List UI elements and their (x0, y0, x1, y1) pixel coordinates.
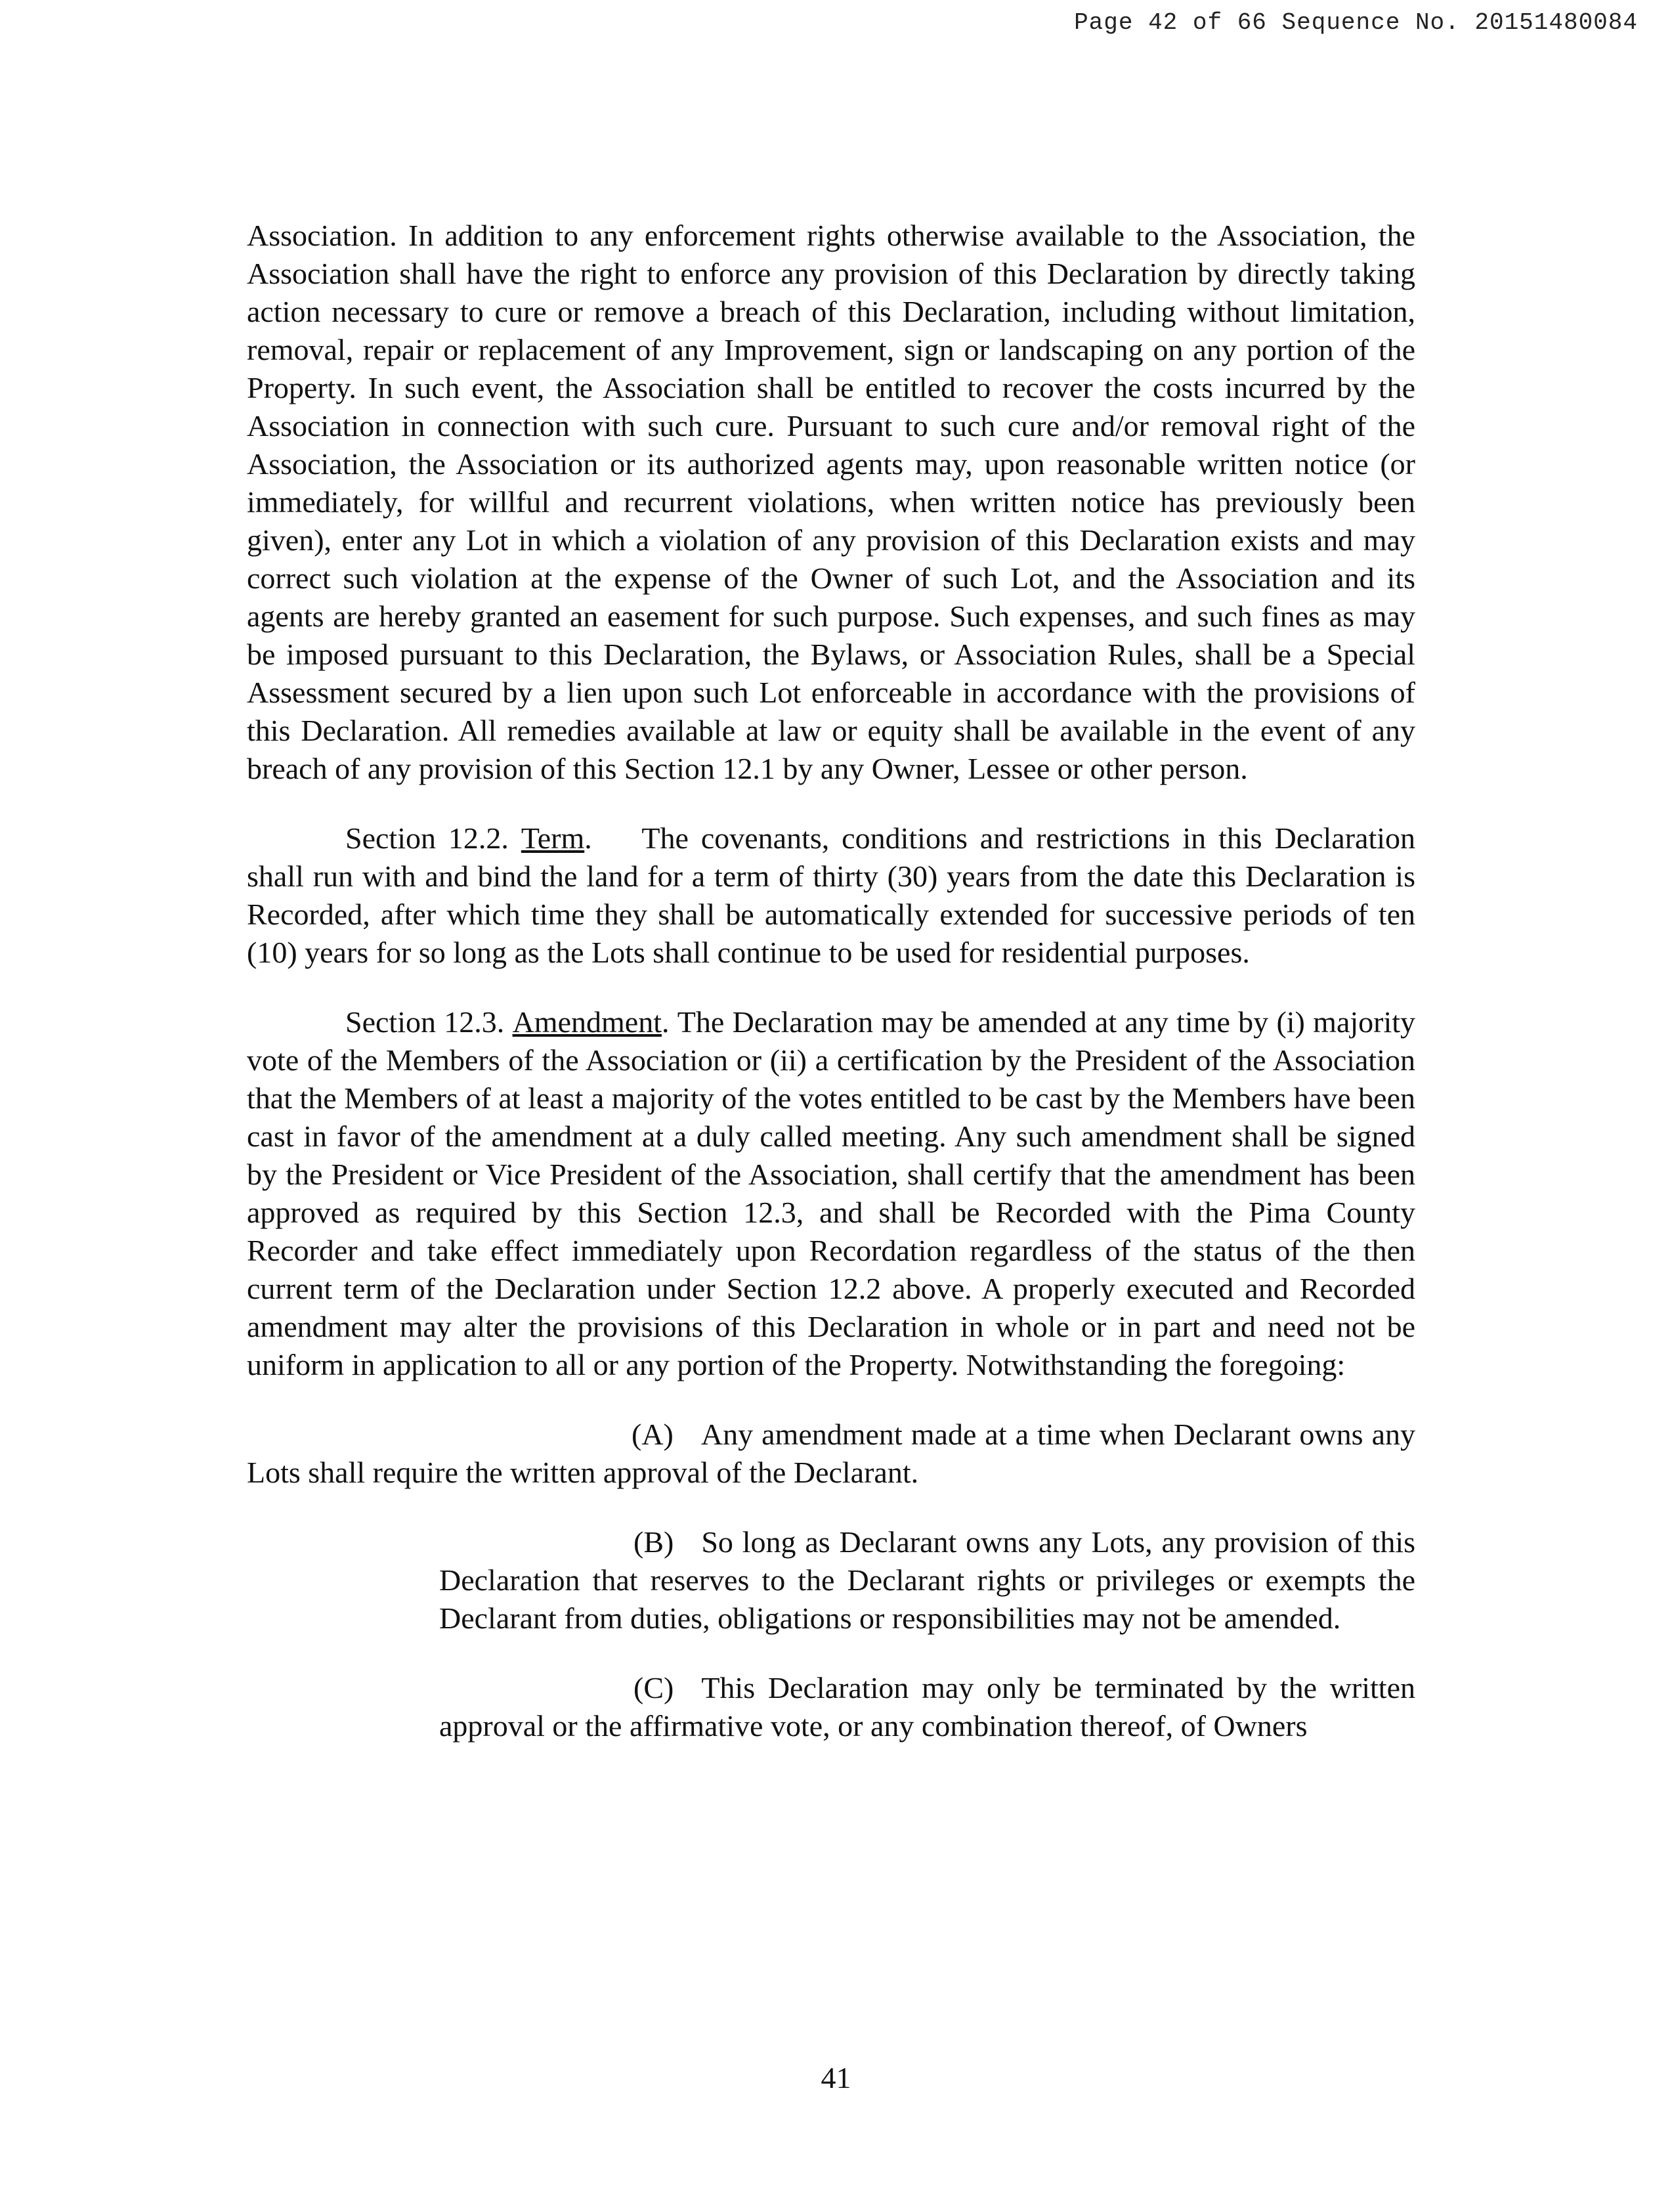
subsection-c (439, 1669, 1415, 1745)
subsection-a-body: Any amendment made at a time when Declarant owns any Lots shall require the written approval of the Declarant. (247, 1418, 1415, 1489)
page-header: Page 42 of 66 Sequence No. 20151480084 (1074, 9, 1638, 36)
subsection-b-letter: (B) (633, 1525, 674, 1559)
section-12-2-body: The covenants, conditions and restrictions in this Declaration shall run with and bind the land for a term of thirty (30) years from the date this Declaration is Recorded, after which time they shall be automatically extended for successive periods of ten (10) years for so long as the Lots shall continue to be used for residential purposes. (247, 821, 1416, 969)
section-12-2: Section 12.2. Term. The covenants, conditions and restrictions in this Declaration shall run with and bind the land for a term of thirty (30) years from the date this Declaration is Recorded, after which time they shall be automatically extended for successive periods of ten (10) years for so long as the Lots shall continue to be used for residential purposes. (247, 821, 1416, 969)
subsection-b-body: So long as Declarant owns any Lots, any provision of this Declaration that reserves to the Declarant rights or privileges or exempts the Declarant from duties, obligations or responsibilities may not be amended. (439, 1525, 1415, 1635)
subsection-a (247, 1416, 1415, 1492)
subsection-b (439, 1523, 1415, 1637)
page-number: 41 (821, 2061, 851, 2094)
section-12-3-label: Section 12.3. (345, 1005, 505, 1039)
document-body (247, 217, 1415, 1777)
section-12-3-body: The Declaration may be amended at any time by (i) majority vote of the Members of the Association or (ii) a certification by the President of the Association that the Members of at least a majority of the votes entitled to be cast by the Members have been cast in favor of the amendment at a duly called meeting. Any such amendment shall be signed by the President or Vice President of the Association, shall certify that the amendment has been approved as required by this Section 12.3, and shall be Recorded with the Pima County Recorder and take effect immediately upon Recordation regardless of the status of the then current term of the Declaration under Section 12.2 above. A properly executed and Recorded amendment may alter the provisions of this Declaration in whole or in part and need not be uniform in application to all or any portion of the Property. Notwithstanding the foregoing: (247, 1005, 1416, 1381)
subsection-c-body: This Declaration may only be terminated by the written approval or the affirmative vote, or any combination thereof, of Owners (439, 1671, 1415, 1743)
section-12-2-label: Section 12.2. (345, 821, 509, 855)
section-12-3: Section 12.3. Amendment. The Declaration may be amended at any time by (i) majority vote of the Members of the Association or (ii) a certification by the President of the Association that the Members of at least a majority of the votes entitled to be cast by the Members have been cast in favor of the amendment at a duly called meeting. Any such amendment shall be signed by the President or Vice President of the Association, shall certify that the amendment has been approved as required by this Section 12.3, and shall be Recorded with the Pima County Recorder and take effect immediately upon Recordation regardless of the status of the then current term of the Declaration under Section 12.2 above. A properly executed and Recorded amendment may alter the provisions of this Declaration in whole or in part and need not be uniform in application to all or any portion of the Property. Notwithstanding the foregoing: (247, 1005, 1416, 1381)
subsection-c-letter: (C) (633, 1671, 674, 1704)
section-12-3-title: Amendment (512, 1005, 662, 1039)
subsection-a-letter: (A) (632, 1418, 674, 1451)
section-12-2-title: Term (521, 821, 585, 855)
paragraph-enforcement: Association. In addition to any enforcement rights otherwise available to the Association, the Association shall have the right to enforce any provision of this Declaration by directly taking action necessary to cure or remove a breach of this Declaration, including without limitation, removal, repair or replacement of any Improvement, sign or landscaping on any portion of the Property. In such event, the Association shall be entitled to recover the costs incurred by the Association in connection with such cure. Pursuant to such cure and/or removal right of the Association, the Association or its authorized agents may, upon reasonable written notice (or immediately, for willful and recurrent violations, when written notice has previously been given), enter any Lot in which a violation of any provision of this Declaration exists and may correct such violation at the expense of the Owner of such Lot, and the Association and its agents are hereby granted an easement for such purpose. Such expenses, and such fines as may be imposed pursuant to this Declaration, the Bylaws, or Association Rules, shall be a Special Assessment secured by a lien upon such Lot enforceable in accordance with the provisions of this Declaration. All remedies available at law or equity shall be available in the event of any breach of any provision of this Section 12.1 by any Owner, Lessee or other person. (247, 219, 1415, 785)
